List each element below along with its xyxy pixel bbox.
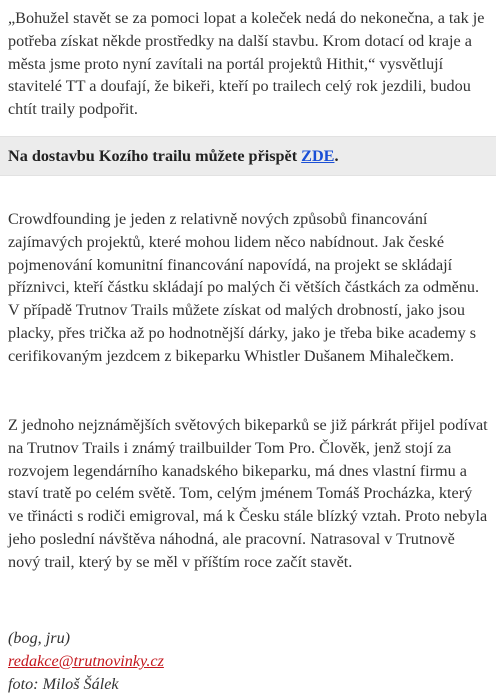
photo-credit: foto: Miloš Šálek [8,675,119,693]
editorial-email-link[interactable]: redakce@trutnovinky.cz [8,652,164,670]
donation-callout-suffix: . [334,147,339,165]
author-initials: (bog, jru) [8,629,71,647]
article-paragraph-2: Crowdfounding je jeden z relativně nových způsobů financování zajímavých projektů, které mohou lidem něco nabídnout. Jak české pojmenování komunitní financování napovídá, na projekt se skládají příznivci, kteří částku skládají po malých či větších částkách za odměnu. V případě Trutnov Trails můžete získat od malých drobností, jako jsou placky, přes trička až po hodnotnější dárky, jako je třeba bike academy s cerifikovaným jezdcem z bikeparku Whistler Dušanem Mihalečkem. [8,210,480,365]
editorial-email-line [8,650,164,673]
donation-callout-text [8,145,339,168]
donation-callout-label: Na dostavbu Kozího trailu můžete přispět [8,147,302,165]
article-paragraph-1: „Bohužel stavět se za pomoci lopat a koleček nedá do nekonečna, a tak je potřeba získat někde prostředky na další stavbu. Krom dotací od kraje a města jsme proto nyní zavítali na portál projektů Hithit,“ vysvětlují stavitelé TT a doufají, že bikeři, kteří po trailech celý rok jezdili, budou chtít traily podpořit. [8,9,485,119]
donation-callout [0,136,496,176]
article-paragraph-3: Z jednoho nejznámějších světových bikeparků se již párkrát přijel podívat na Trutnov Trails i známý trailbuilder Tom Pro. Člověk, jenž stojí za rozvojem legendárního kanadského bikeparku, má dnes vlastní firmu a staví tratě po celém světě. Tom, celým jménem Tomáš Procházka, který ve třinácti s rodiči emigroval, má k Česku stále blízký vztah. Proto nebyla jeho poslední návštěva náhodná, ale pracovní. Natrasoval v Trutnově nový trail, který by se měl v příštím roce začít stavět. [8,416,488,571]
donation-link[interactable]: ZDE [301,147,335,165]
